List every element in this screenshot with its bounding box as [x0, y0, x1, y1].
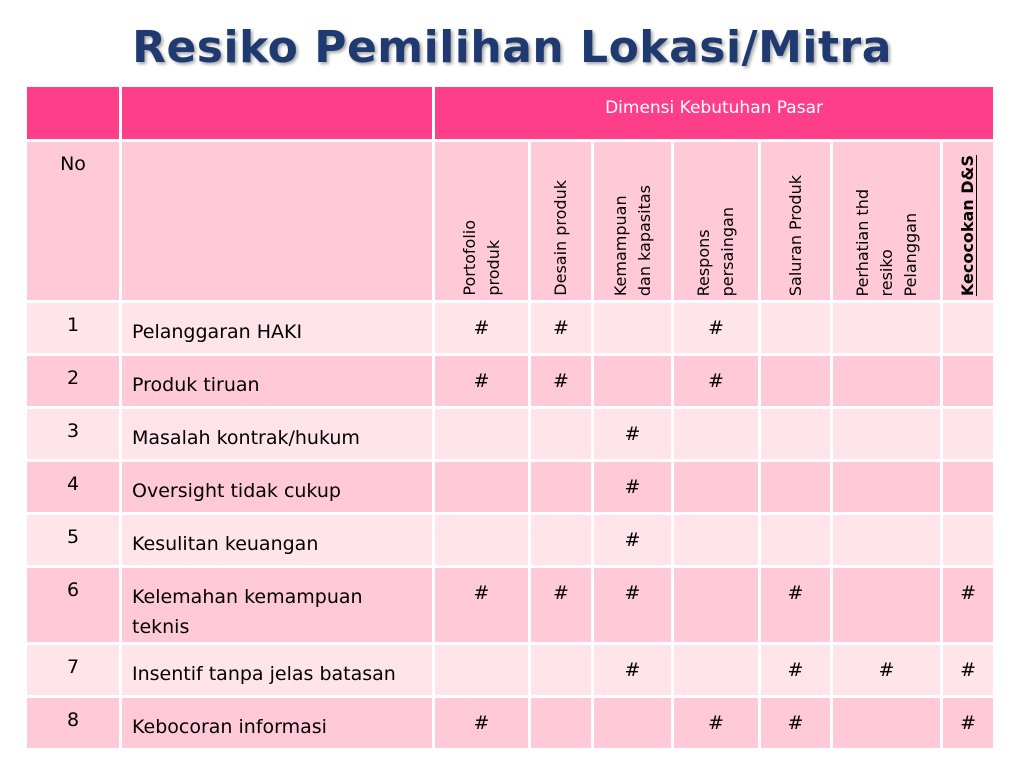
row-desc: Kelemahan kemampuan teknis [121, 567, 434, 644]
row-cell [942, 408, 995, 461]
row-cell: # [673, 302, 760, 355]
table-row [26, 644, 995, 697]
row-cell: # [942, 567, 995, 644]
row-cell [760, 355, 832, 408]
row-cell: # [832, 644, 942, 697]
row-cell [760, 302, 832, 355]
col-header-kemampuan [593, 141, 673, 302]
row-desc: Insentif tanpa jelas batasan [121, 644, 434, 697]
row-cell [832, 302, 942, 355]
row-cell: # [434, 567, 530, 644]
row-cell [832, 461, 942, 514]
col-label-saluran: Saluran Produk [785, 174, 805, 296]
col-header-perhatian [832, 141, 942, 302]
row-cell: # [593, 461, 673, 514]
header-row-top [26, 86, 995, 141]
col-label-kecocokan: Kecocokan D&S [958, 154, 978, 296]
col-header-saluran [760, 141, 832, 302]
table-row [26, 408, 995, 461]
row-cell [942, 302, 995, 355]
row-desc: Pelanggaran HAKI [121, 302, 434, 355]
row-cell [593, 302, 673, 355]
row-cell [434, 408, 530, 461]
row-cell [673, 644, 760, 697]
col-header-portofolio [434, 141, 530, 302]
row-desc: Kebocoran informasi [121, 697, 434, 750]
row-cell [760, 514, 832, 567]
header-blank-desc [121, 86, 434, 141]
row-cell [530, 408, 593, 461]
row-cell [673, 567, 760, 644]
table-row [26, 355, 995, 408]
row-cell [673, 408, 760, 461]
row-no: 5 [26, 514, 121, 567]
col-label-perhatian: Perhatian thd resiko Pelanggan [852, 188, 920, 296]
row-cell [832, 567, 942, 644]
row-cell: # [760, 644, 832, 697]
row-desc: Masalah kontrak/hukum [121, 408, 434, 461]
col-label-kemampuan: Kemampuan dan kapasitas [610, 184, 654, 296]
row-cell [673, 461, 760, 514]
row-no: 8 [26, 697, 121, 750]
row-cell [530, 697, 593, 750]
row-cell [673, 514, 760, 567]
row-cell [530, 644, 593, 697]
row-cell: # [593, 408, 673, 461]
desc-header-blank [121, 141, 434, 302]
row-cell [942, 355, 995, 408]
col-header-respons [673, 141, 760, 302]
row-cell: # [434, 302, 530, 355]
table-row [26, 567, 995, 644]
row-cell [760, 408, 832, 461]
row-cell [760, 461, 832, 514]
row-cell: # [434, 355, 530, 408]
table-row [26, 302, 995, 355]
col-label-respons: Respons persaingan [694, 206, 737, 296]
row-cell: # [530, 302, 593, 355]
col-header-kecocokan [942, 141, 995, 302]
no-header-label: No [60, 153, 86, 175]
row-cell: # [434, 697, 530, 750]
row-cell: # [760, 567, 832, 644]
row-desc: Oversight tidak cukup [121, 461, 434, 514]
row-cell: # [530, 355, 593, 408]
row-cell [832, 355, 942, 408]
row-cell [530, 514, 593, 567]
header-row-columns [26, 141, 995, 302]
col-header-desain [530, 141, 593, 302]
row-desc: Produk tiruan [121, 355, 434, 408]
row-cell: # [942, 697, 995, 750]
row-cell: # [530, 567, 593, 644]
row-cell [942, 461, 995, 514]
row-no: 7 [26, 644, 121, 697]
row-cell: # [942, 644, 995, 697]
row-cell: # [673, 355, 760, 408]
col-label-desain: Desain produk [551, 180, 570, 296]
row-no: 1 [26, 302, 121, 355]
row-no: 6 [26, 567, 121, 644]
row-cell: # [673, 697, 760, 750]
table-row [26, 461, 995, 514]
no-header [26, 141, 121, 302]
table-row [26, 697, 995, 750]
row-cell [434, 461, 530, 514]
row-no: 2 [26, 355, 121, 408]
row-cell [593, 697, 673, 750]
header-blank-no [26, 86, 121, 141]
row-cell [434, 644, 530, 697]
slide-title: Resiko Pemilihan Lokasi/Mitra [132, 22, 892, 73]
row-no: 4 [26, 461, 121, 514]
col-label-portofolio: Portofolio produk [459, 220, 503, 296]
row-cell [434, 514, 530, 567]
row-cell [593, 355, 673, 408]
row-no: 3 [26, 408, 121, 461]
dimension-header [434, 86, 995, 141]
row-desc: Kesulitan keuangan [121, 514, 434, 567]
risk-table [24, 84, 996, 751]
row-cell [832, 408, 942, 461]
row-cell: # [593, 644, 673, 697]
row-cell: # [593, 567, 673, 644]
dimension-label: Dimensi Kebutuhan Pasar [605, 98, 823, 118]
row-cell: # [760, 697, 832, 750]
row-cell [942, 514, 995, 567]
row-cell [832, 514, 942, 567]
row-cell [530, 461, 593, 514]
row-cell [832, 697, 942, 750]
table-row [26, 514, 995, 567]
row-cell: # [593, 514, 673, 567]
